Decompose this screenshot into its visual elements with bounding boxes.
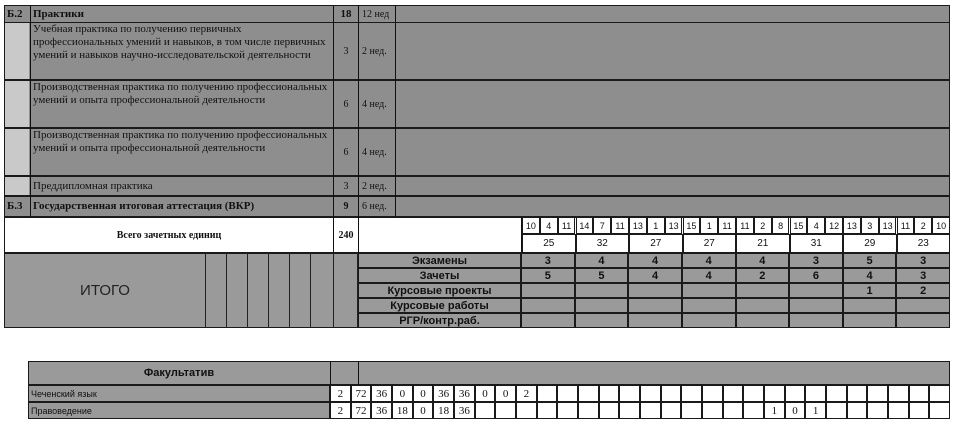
itogo-value: [682, 283, 736, 298]
itogo-value: [843, 298, 897, 313]
semester-total: 32: [576, 234, 630, 253]
semester-hours: 14: [576, 217, 594, 234]
column-divider: [333, 253, 334, 328]
practice-name: Преддипломная практика: [33, 179, 153, 192]
elective-cell: [661, 402, 682, 419]
elective-cell: [661, 385, 682, 402]
practices-title: Практики: [33, 7, 84, 20]
elective-cell: [619, 402, 640, 419]
semester-hours: 3: [861, 217, 879, 234]
itogo-value: 6: [789, 268, 843, 283]
elective-cell: [640, 385, 661, 402]
semester-hours: 13: [629, 217, 647, 234]
elective-cell: [867, 402, 888, 419]
semester-hours: 15: [790, 217, 808, 234]
electives-table: [28, 385, 950, 419]
itogo-value: [789, 298, 843, 313]
elective-cell: [640, 402, 661, 419]
semester-hours: 13: [665, 217, 683, 234]
itogo-value: [575, 298, 629, 313]
itogo-value: 3: [521, 253, 575, 268]
elective-cell: 18: [433, 402, 454, 419]
column-divider: [310, 253, 311, 328]
semester-hours: 4: [807, 217, 825, 234]
elective-cell: 0: [413, 402, 434, 419]
itogo-value: [682, 313, 736, 328]
elective-cell: [764, 385, 785, 402]
elective-cell: [929, 402, 950, 419]
itogo-row-label: Зачеты: [358, 268, 521, 283]
column-divider: [268, 253, 269, 328]
semester-hours: 11: [736, 217, 754, 234]
itogo-value: 4: [682, 253, 736, 268]
elective-cell: [537, 402, 558, 419]
semester-hours: 13: [879, 217, 897, 234]
practice-units: 6: [343, 98, 349, 110]
semester-hours: 11: [611, 217, 629, 234]
itogo-value: 4: [628, 253, 682, 268]
itogo-value: 5: [575, 268, 629, 283]
elective-cell: [888, 385, 909, 402]
itogo-value: 4: [736, 253, 790, 268]
elective-cell: [702, 402, 723, 419]
elective-cell: [847, 385, 868, 402]
elective-cell: 36: [454, 385, 475, 402]
elective-cell: 36: [371, 402, 392, 419]
elective-cell: [681, 402, 702, 419]
practices-code: Б.2: [7, 7, 23, 20]
itogo-value: [896, 298, 950, 313]
elective-cell: [475, 402, 496, 419]
itogo-value: 4: [843, 268, 897, 283]
gia-units: 9: [343, 201, 349, 212]
elective-cell: [743, 385, 764, 402]
elective-cell: [578, 385, 599, 402]
semester-total: 27: [629, 234, 683, 253]
elective-cell: [599, 385, 620, 402]
elective-cell: 72: [351, 402, 372, 419]
semester-grid: [522, 217, 950, 253]
semester-hours: 10: [522, 217, 540, 234]
practice-name: Производственная практика по получению профессиональных умений и опыта профессиональной деятельности: [33, 81, 328, 106]
itogo-value: [789, 313, 843, 328]
itogo-row-label: РГР/контр.раб.: [358, 313, 521, 328]
elective-cell: [495, 402, 516, 419]
elective-cell: 36: [433, 385, 454, 402]
elective-cell: 2: [516, 385, 537, 402]
elective-name: Правоведение: [28, 402, 330, 419]
practice-units: 6: [343, 146, 349, 158]
itogo-value: [736, 298, 790, 313]
practice-units: 3: [343, 180, 349, 192]
elective-cell: [785, 385, 806, 402]
itogo-value: [575, 283, 629, 298]
semester-total: 27: [683, 234, 737, 253]
semester-hours: 10: [932, 217, 950, 234]
itogo-value: [628, 298, 682, 313]
elective-cell: 0: [413, 385, 434, 402]
elective-cell: [743, 402, 764, 419]
elective-cell: [578, 402, 599, 419]
elective-cell: [909, 402, 930, 419]
elective-cell: 0: [475, 385, 496, 402]
elective-cell: [826, 385, 847, 402]
itogo-value: [575, 313, 629, 328]
semester-hours: 12: [825, 217, 843, 234]
elective-cell: 0: [785, 402, 806, 419]
practices-units: 18: [340, 7, 352, 20]
elective-cell: 36: [371, 385, 392, 402]
gia-duration: 6 нед.: [362, 201, 387, 212]
semester-hours: 4: [540, 217, 558, 234]
elective-cell: [516, 402, 537, 419]
elective-cell: [557, 385, 578, 402]
itogo-row-label: Курсовые проекты: [358, 283, 521, 298]
gia-code: Б.3: [7, 200, 23, 212]
practice-duration: 2 нед.: [362, 180, 387, 192]
total-units: 240: [338, 229, 354, 241]
elective-cell: 0: [392, 385, 413, 402]
practice-name: Производственная практика по получению профессиональных умений и опыта профессиональной деятельности: [33, 129, 328, 154]
elective-cell: [826, 402, 847, 419]
elective-name: Чеченский язык: [28, 385, 330, 402]
itogo-value: [521, 283, 575, 298]
semester-hours: 1: [647, 217, 665, 234]
elective-cell: [557, 402, 578, 419]
elective-cell: [619, 385, 640, 402]
elective-cell: [537, 385, 558, 402]
itogo-value: 3: [789, 253, 843, 268]
itogo-value: 2: [736, 268, 790, 283]
practice-units: 3: [343, 45, 349, 57]
itogo-value: [896, 313, 950, 328]
elective-cell: [929, 385, 950, 402]
elective-cell: 72: [351, 385, 372, 402]
itogo-value: 4: [575, 253, 629, 268]
elective-cell: 2: [330, 385, 351, 402]
itogo-column-lines: [205, 253, 358, 328]
semester-total: 31: [790, 234, 844, 253]
elective-cell: [599, 402, 620, 419]
practice-name: Учебная практика по получению первичных профессиональных умений и навыков, в том числе первичных умений и навыков научно-исследовательской деятельности: [33, 23, 326, 61]
column-divider: [226, 253, 227, 328]
itogo-value: [736, 313, 790, 328]
practice-duration: 2 нед.: [362, 45, 387, 57]
electives-title: Факультатив: [143, 367, 215, 379]
itogo-value: [843, 313, 897, 328]
elective-cell: [909, 385, 930, 402]
itogo-row-label: Курсовые работы: [358, 298, 521, 313]
itogo-value: [628, 313, 682, 328]
itogo-label: ИТОГО: [80, 282, 130, 299]
itogo-row-label: Экзамены: [358, 253, 521, 268]
semester-total: 21: [736, 234, 790, 253]
elective-cell: [681, 385, 702, 402]
itogo-value: 4: [628, 268, 682, 283]
column-divider: [205, 253, 206, 328]
itogo-value: 5: [843, 253, 897, 268]
elective-cell: 36: [454, 402, 475, 419]
semester-hours: 7: [593, 217, 611, 234]
semester-hours: 15: [683, 217, 701, 234]
elective-cell: [867, 385, 888, 402]
itogo-value: [628, 283, 682, 298]
itogo-value: [789, 283, 843, 298]
itogo-value: [521, 298, 575, 313]
semester-hours: 11: [897, 217, 915, 234]
practices-duration: 12 нед: [362, 8, 390, 20]
semester-hours: 2: [914, 217, 932, 234]
itogo-value: 5: [521, 268, 575, 283]
itogo-value: 2: [896, 283, 950, 298]
elective-cell: [805, 385, 826, 402]
practice-duration: 4 нед.: [362, 98, 387, 110]
semester-hours: 2: [754, 217, 772, 234]
itogo-rows: [358, 253, 950, 328]
practice-duration: 4 нед.: [362, 146, 387, 158]
itogo-value: [521, 313, 575, 328]
elective-cell: [723, 402, 744, 419]
semester-hours: 1: [700, 217, 718, 234]
itogo-value: 3: [896, 268, 950, 283]
elective-cell: 0: [495, 385, 516, 402]
elective-cell: [888, 402, 909, 419]
elective-cell: 2: [330, 402, 351, 419]
elective-cell: [702, 385, 723, 402]
semester-hours: 11: [558, 217, 576, 234]
itogo-value: 1: [843, 283, 897, 298]
semester-total: 25: [522, 234, 576, 253]
elective-cell: 1: [764, 402, 785, 419]
elective-cell: [723, 385, 744, 402]
semester-hours: 11: [718, 217, 736, 234]
itogo-value: 3: [896, 253, 950, 268]
itogo-value: [682, 298, 736, 313]
total-label: Всего зачетных единиц: [116, 229, 222, 241]
itogo-value: [736, 283, 790, 298]
gia-title: Государственная итоговая аттестация (ВКР): [33, 200, 255, 212]
column-divider: [247, 253, 248, 328]
semester-total: 29: [843, 234, 897, 253]
column-divider: [289, 253, 290, 328]
semester-hours: 13: [843, 217, 861, 234]
elective-cell: 18: [392, 402, 413, 419]
itogo-value: 4: [682, 268, 736, 283]
elective-cell: 1: [805, 402, 826, 419]
semester-total: 23: [897, 234, 951, 253]
elective-cell: [847, 402, 868, 419]
semester-hours: 8: [772, 217, 790, 234]
